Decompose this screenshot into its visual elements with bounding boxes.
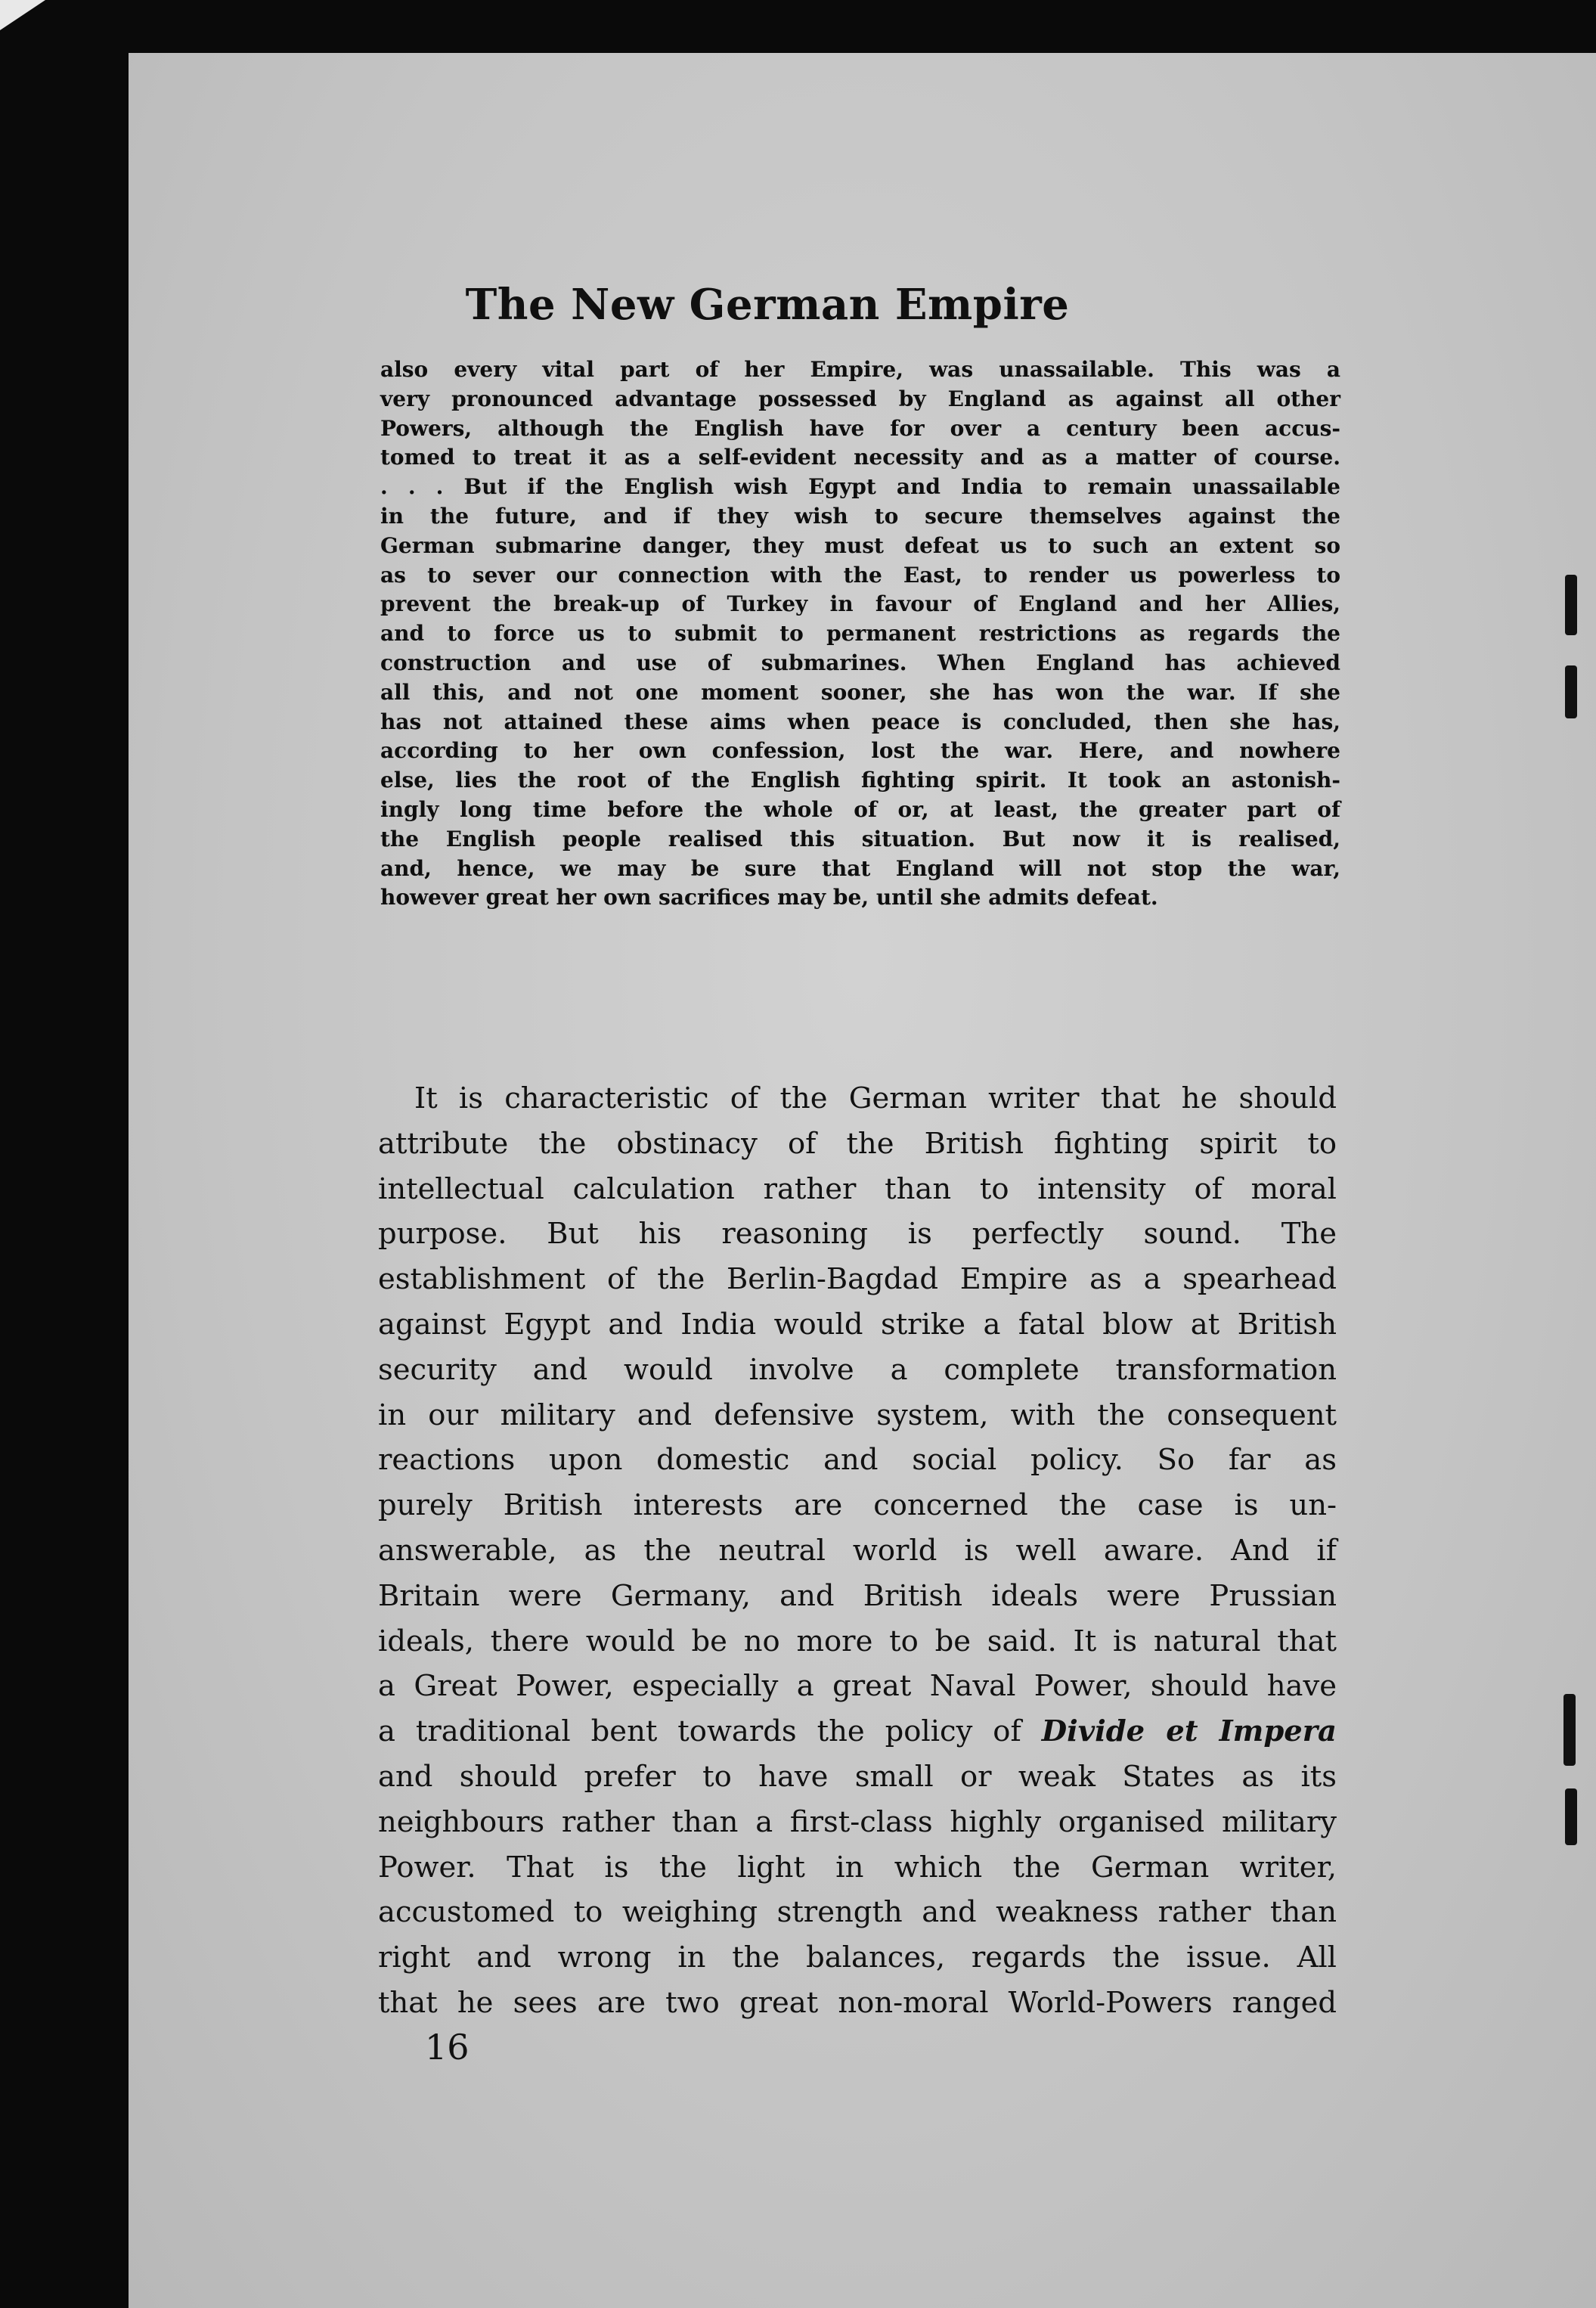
binding-mark (1563, 1694, 1576, 1766)
scan-corner-fold (0, 0, 45, 30)
quote-line: according to her own confession, lost the war. Here, and nowhere (380, 738, 1340, 764)
body-line: answerable, as the neutral world is well aware. And if (378, 1533, 1337, 1568)
quote-line: construction and use of submarines. When England has achieved (380, 650, 1340, 675)
body-line: Britain were Germany, and British ideals were Prussian (378, 1578, 1337, 1613)
quote-line: and to force us to submit to permanent restrictions as regards the (380, 621, 1340, 647)
quote-line: very pronounced advantage possessed by England as against all other (380, 386, 1340, 411)
body-paragraph (378, 1076, 1337, 2026)
body-line: neighbours rather than a first-class highly organised military (378, 1804, 1337, 1839)
body-line-with-italic (378, 1709, 1337, 1754)
quote-line: in the future, and if they wish to secure themselves against the (380, 503, 1340, 529)
quote-line: prevent the break-up of Turkey in favour of England and her Allies, (380, 591, 1340, 617)
running-head: The New German Empire (465, 280, 1070, 330)
page-number: 16 (425, 2027, 470, 2068)
body-line: establishment of the Berlin-Bagdad Empire as a spearhead (378, 1262, 1337, 1297)
italic-phrase: Divide et Impera (1041, 1714, 1337, 1749)
body-line: ideals, there would be no more to be said. It is natural that (378, 1624, 1337, 1658)
quote-line: also every vital part of her Empire, was unassailable. This was a (380, 357, 1340, 382)
quote-line: has not attained these aims when peace is concluded, then she has, (380, 709, 1340, 734)
quote-line: as to sever our connection with the East, to render us powerless to (380, 562, 1340, 588)
quote-line: and, hence, we may be sure that England will not stop the war, (380, 855, 1340, 881)
body-line: purpose. But his reasoning is perfectly sound. The (378, 1217, 1337, 1252)
body-line: Power. That is the light in which the German writer, (378, 1850, 1337, 1885)
quote-line: however great her own sacrifices may be, until she admits defeat. (380, 885, 1158, 910)
binding-mark (1565, 575, 1577, 635)
body-line: security and would involve a complete transformation (378, 1352, 1337, 1387)
body-line: reactions upon domestic and social policy. So far as (378, 1443, 1337, 1478)
body-line: a Great Power, especially a great Naval Power, should have (378, 1669, 1337, 1704)
body-line: intellectual calculation rather than to intensity of moral (378, 1171, 1337, 1206)
body-line: accustomed to weighing strength and weakness rather than (378, 1895, 1337, 1930)
body-line: purely British interests are concerned the case is un- (378, 1488, 1337, 1523)
body-line: that he sees are two great non-moral World-Powers ranged (378, 1985, 1337, 2020)
quote-line: else, lies the root of the English fighting spirit. It took an astonish- (380, 768, 1340, 793)
body-line: right and wrong in the balances, regards the issue. All (378, 1940, 1337, 1975)
quote-line: Powers, although the English have for over a century been accus- (380, 415, 1340, 441)
body-line-text: a traditional bent towards the policy of (378, 1714, 1021, 1749)
quote-line: German submarine danger, they must defeat us to such an extent so (380, 532, 1340, 558)
quote-line: tomed to treat it as a self-evident necessity and as a matter of course. (380, 445, 1340, 470)
quote-line: ingly long time before the whole of or, at least, the greater part of (380, 796, 1340, 822)
body-line: against Egypt and India would strike a fatal blow at British (378, 1307, 1337, 1342)
quote-line: . . . But if the English wish Egypt and India to remain unassailable (380, 474, 1340, 500)
quote-line: all this, and not one moment sooner, she has won the war. If she (380, 679, 1340, 705)
body-line: and should prefer to have small or weak States as its (378, 1759, 1337, 1794)
binding-mark (1565, 1788, 1577, 1845)
binding-mark (1565, 665, 1577, 718)
body-line: It is characteristic of the German writer that he should (414, 1081, 1337, 1115)
body-line: attribute the obstinacy of the British fighting spirit to (378, 1126, 1337, 1161)
quote-line: the English people realised this situation. But now it is realised, (380, 826, 1340, 852)
quoted-passage (380, 355, 1340, 913)
body-line: in our military and defensive system, with the consequent (378, 1398, 1337, 1432)
